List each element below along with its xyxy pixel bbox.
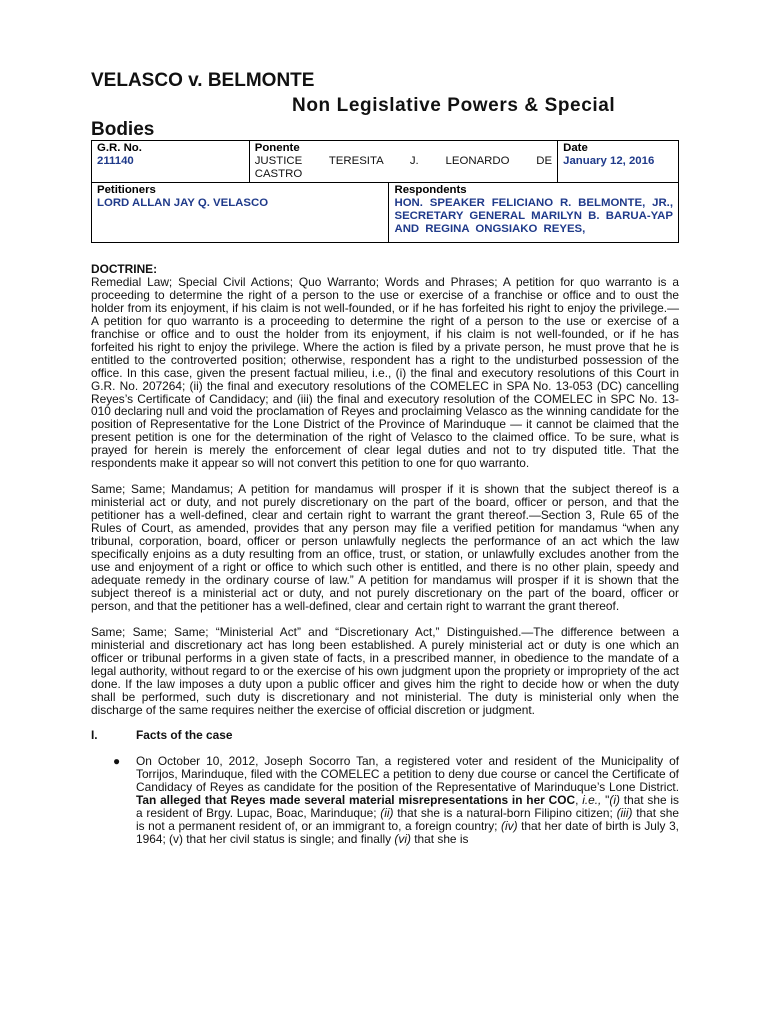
ponente-label: Ponente [254, 142, 300, 154]
section-title: Facts of the case [136, 728, 233, 743]
facts-list [91, 755, 679, 846]
ponente-value: JUSTICE TERESITA J. LEONARDO DE CASTRO [254, 155, 553, 180]
doctrine-heading: DOCTRINE: [91, 262, 158, 276]
petitioners-value: LORD ALLAN JAY Q. VELASCO [97, 197, 269, 209]
case-title: VELASCO v. BELMONTE [91, 70, 315, 91]
case-info-table [91, 140, 679, 243]
doctrine-paragraph-1: Remedial Law; Special Civil Actions; Quo Warranto; Words and Phrases; A petition for quo warranto is a proceeding to determine the right of a person to the use or exercise of a franchise or office and to oust the holder from its enjoyment, if his claim is not well-founded, or if he has forfeited his right to enjoy the privilege.—A petition for quo warranto is a proceeding to determine the right of a person to the use or exercise of a franchise or office and to oust the holder from its enjoyment, if his claim is not well-founded, or if he has forfeited his right to enjoy the privilege. Where the action is filed by a private person, he must prove that he is entitled to the controverted position; otherwise, respondent has a right to the undisturbed possession of the office. In this case, given the present factual milieu, i.e., (i) the final and executory resolutions of this Court in G.R. No. 207264; (ii) the final and executory resolutions of the COMELEC in SPA No. 13-053 (DC) cancelling Reyes’s Certificate of Candidacy; and (iii) the final and executory resolution of the COMELEC in SPC No. 13-010 declaring null and void the proclamation of Reyes and proclaiming Velasco as the winning candidate for the position of Representative for the Lone District of the Province of Marinduque — it cannot be claimed that the present petition is one for the determination of the right of Velasco to the claimed office. To be sure, what is prayed for herein is merely the enforcement of clear legal duties and not to try disputed title. That the respondents make it appear so will not convert this petition to one for quo warranto. [91, 274, 679, 471]
gr-value: 211140 [97, 155, 134, 167]
list-item: ● On October 10, 2012, Joseph Socorro Tan, a registered voter and resident of the Municipality of Torrijos, Marinduque, filed with the COMELEC a petition to deny due course or cancel the Certificate of Candidacy of Reyes as candidate for the position of the Representative of Marinduque’s Lone District. Tan alleged that Reyes made several material misrepresentations in her COC, i.e., "(i) that she is a resident of Brgy. Lupac, Boac, Marinduque; (ii) that she is a natural-born Filipino citizen; (iii) that she is not a permanent resident of, or an immigrant to, a foreign country; (iv) that her date of birth is July 3, 1964; (v) that her civil status is single; and finally (vi) that she is [113, 754, 679, 847]
topic-title: Non Legislative Powers & Special [292, 95, 616, 116]
respondents-cell [389, 183, 679, 243]
date-label: Date [563, 142, 588, 154]
petitioners-label: Petitioners [97, 184, 156, 196]
topic-title-cont: Bodies [91, 119, 155, 140]
date-value: January 12, 2016 [563, 155, 655, 167]
doctrine-paragraph-3: Same; Same; Same; “Ministerial Act” and “Discretionary Act,” Distinguished.—The difference between a ministerial and discretionary act has long been established. A purely ministerial act or duty is one which an officer or tribunal performs in a given state of facts, in a prescribed manner, in obedience to the mandate of a legal authority, without regard to or the exercise of his own judgment upon the propriety or impropriety of the act done. If the law imposes a duty upon a public officer and gives him the right to decide how or when the duty shall be performed, such duty is discretionary and not ministerial. The duty is ministerial only when the discharge of the same requires neither the exercise of official discretion or judgment. [91, 624, 679, 717]
gr-label: G.R. No. [97, 142, 142, 154]
ponente-cell [249, 141, 557, 183]
respondents-value: HON. SPEAKER FELICIANO R. BELMONTE, JR., SECRETARY GENERAL MARILYN B. BARUA-YAP AND REGINA ONGSIAKO REYES, [394, 197, 673, 235]
date-cell [558, 141, 679, 183]
section-heading [91, 729, 679, 742]
document-body [91, 263, 679, 846]
petitioners-cell [92, 183, 389, 243]
bullet-icon: ● [113, 754, 121, 769]
doctrine-paragraph-2: Same; Same; Mandamus; A petition for mandamus will prosper if it is shown that the subject thereof is a ministerial act or duty, and not purely discretionary on the part of the board, officer or person, and that the petitioner has a well-defined, clear and certain right to warrant the grant thereof.—Section 3, Rule 65 of the Rules of Court, as amended, provides that any person may file a verified petition for mandamus “when any tribunal, corporation, board, officer or person unlawfully neglects the performance of an act which the law specifically enjoins as a duty resulting from an office, trust, or station, or unlawfully excludes another from the use and enjoyment of a right or office to which such other is entitled, and there is no other plain, speedy and adequate remedy in the ordinary course of law.” A petition for mandamus will prosper if it is shown that the subject thereof is a ministerial act or duty, and not purely discretionary on the part of the board, officer or person, and that the petitioner has a well-defined, clear and certain right to warrant the grant thereof. [91, 482, 679, 613]
gr-cell [92, 141, 250, 183]
respondents-label: Respondents [394, 184, 467, 196]
section-number: I. [91, 728, 98, 743]
